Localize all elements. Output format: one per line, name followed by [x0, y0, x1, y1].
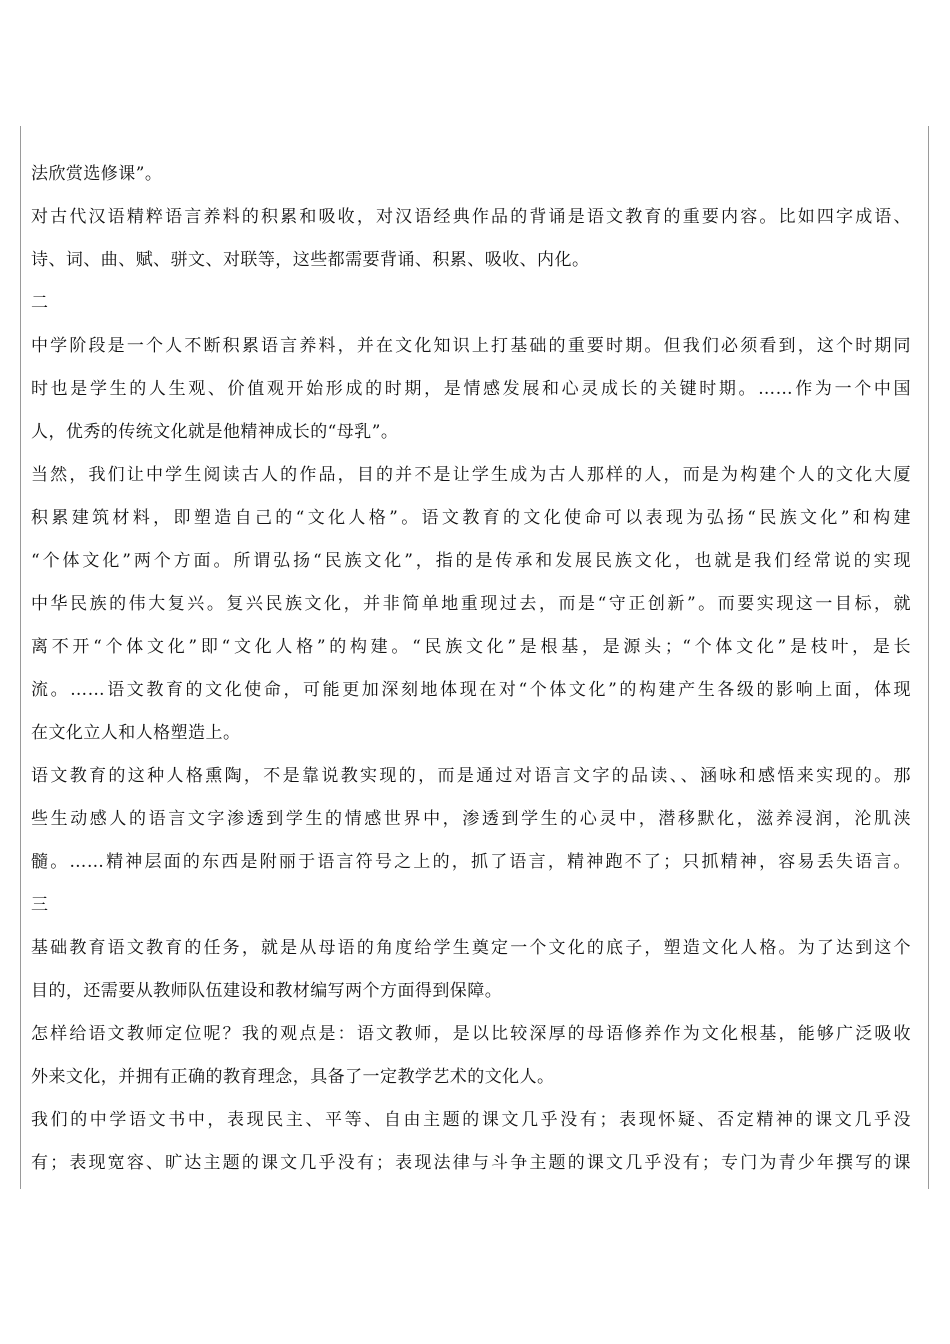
text-line: 语文教育的这种人格熏陶，不是靠说教实现的，而是通过对语言文字的品读、、涵咏和感悟来实现的。那 [31, 766, 911, 786]
text-line: 基础教育语文教育的任务，就是从母语的角度给学生奠定一个文化的底子，塑造文化人格。为了达到这个 [31, 938, 911, 958]
text-line: 人，优秀的传统文化就是他精神成长的“母乳”。 [31, 422, 399, 442]
text-line: 流。……语文教育的文化使命，可能更加深刻地体现在对“个体文化”的构建产生各级的影响上面，体现 [31, 680, 911, 700]
text-line: 些生动感人的语言文字渗透到学生的情感世界中，渗透到学生的心灵中，潜移默化，滋养浸润，沦肌浃 [31, 809, 911, 829]
document-body [31, 153, 911, 1185]
text-line: 我们的中学语文书中，表现民主、平等、自由主题的课文几乎没有；表现怀疑、否定精神的课文几乎没 [31, 1110, 911, 1130]
text-line: 离不开“个体文化”即“文化人格”的构建。“民族文化”是根基，是源头；“个体文化”是枝叶，是长 [31, 637, 911, 657]
text-line: 对古代汉语精粹语言养料的积累和吸收，对汉语经典作品的背诵是语文教育的重要内容。比如四字成语、 [31, 207, 911, 227]
text-line: 中学阶段是一个人不断积累语言养料，并在文化知识上打基础的重要时期。但我们必须看到，这个时期同 [31, 336, 911, 356]
text-line: 怎样给语文教师定位呢？我的观点是：语文教师，是以比较深厚的母语修养作为文化根基，能够广泛吸收 [31, 1024, 911, 1044]
text-line: 有；表现宽容、旷达主题的课文几乎没有；表现法律与斗争主题的课文几乎没有；专门为青少年撰写的课 [31, 1153, 911, 1173]
text-line: 髓。……精神层面的东西是附丽于语言符号之上的，抓了语言，精神跑不了；只抓精神，容易丢失语言。 [31, 852, 911, 872]
text-line: 当然，我们让中学生阅读古人的作品，目的并不是让学生成为古人那样的人，而是为构建个人的文化大厦 [31, 465, 911, 485]
text-line: “个体文化”两个方面。所谓弘扬“民族文化”，指的是传承和发展民族文化，也就是我们经常说的实现 [31, 551, 911, 571]
text-line: 中华民族的伟大复兴。复兴民族文化，并非简单地重现过去，而是“守正创新”。而要实现这一目标，就 [31, 594, 911, 614]
section-heading: 二 [31, 293, 49, 313]
text-line: 时也是学生的人生观、价值观开始形成的时期，是情感发展和心灵成长的关键时期。……作为一个中国 [31, 379, 911, 399]
text-line: 法欣赏选修课”。 [31, 164, 163, 184]
text-line: 外来文化，并拥有正确的教育理念，具备了一定教学艺术的文化人。 [31, 1067, 555, 1087]
text-line: 目的，还需要从教师队伍建设和教材编写两个方面得到保障。 [31, 981, 503, 1001]
text-line: 积累建筑材料，即塑造自己的“文化人格”。语文教育的文化使命可以表现为弘扬“民族文化”和构建 [31, 508, 911, 528]
section-heading: 三 [31, 895, 49, 915]
text-line: 在文化立人和人格塑造上。 [31, 723, 241, 743]
text-line: 诗、词、曲、赋、骈文、对联等，这些都需要背诵、积累、吸收、内化。 [31, 250, 590, 270]
